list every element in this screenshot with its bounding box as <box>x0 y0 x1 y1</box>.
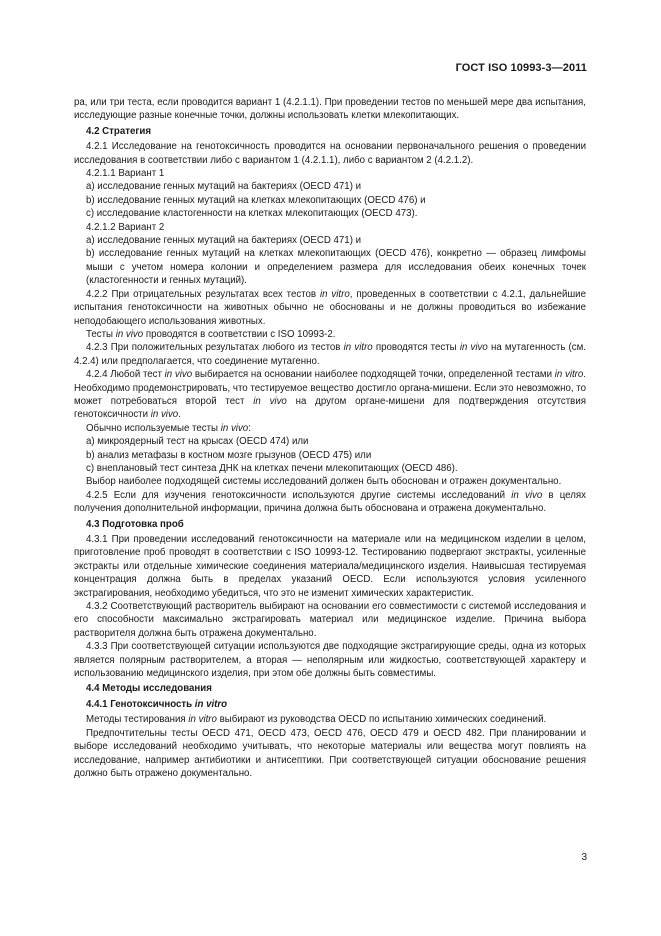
list-item: a) исследование генных мутаций на бактериях (OECD 471) и <box>86 181 362 193</box>
paragraph: 4.2.1 Исследование на генотоксичность проводится на основании первоначального решения о проведении исследования в соответствии либо с вариантом 1 (4.2.1.1), либо с вариантом 2 (4.2.1.2). <box>74 141 586 166</box>
paragraph: 4.2.5 Если для изучения генотоксичности используются другие системы исследований in vivo в целях получения дополнительной информации, причина должна быть обоснована и отражена документально. <box>74 489 586 515</box>
list-item: c) внеплановый тест синтеза ДНК на клетках печени млекопитающих (OECD 486). <box>86 462 458 474</box>
section-heading: 4.3 Подготовка проб <box>86 518 184 530</box>
paragraph: Обычно используемые тесты in vivo: <box>86 422 251 434</box>
list-item: b) анализ метафазы в костном мозге грызунов (OECD 475) или <box>86 449 372 461</box>
paragraph: 4.3.1 При проведении исследований генотоксичности на материале или на медицинском изделии в целом, приготовление проб проводят в соответствии с ISO 10993-12. Тестированию подвергают экстракты, усиленные экстракты или отдельные химические соединения материала/медицинского изделия. Наивысшая тестируемая концентрация должна быть в пределах указаний OECD. Если используются условия усиленного экстрагирования, необходимо убедиться, что это не изменит химических характеристик. <box>74 534 586 599</box>
paragraph: 4.2.3 При положительных результатах любого из тестов in vitro проводятся тесты in vivo на мутагенность (см. 4.2.4) или предполагается, что соединение мутагенно. <box>74 342 586 367</box>
paragraph: ра, или три теста, если проводится вариант 1 (4.2.1.1). При проведении тестов по меньшей мере два испытания, исследующие разные конечные точки, должны использовать клетки млекопитающих. <box>74 97 586 122</box>
paragraph: 4.2.2 При отрицательных результатах всех тестов in vitro, проведенных в соответствии с 4.2.1, дальнейшие испытания генотоксичности на животных обычно не обоснованы и не должны проводиться во избежание неподобающего использования животных. <box>74 288 586 327</box>
paragraph: 4.2.1.2 Вариант 2 <box>86 221 165 233</box>
paragraph: Тесты in vivo проводятся в соответствии с ISO 10993-2. <box>86 328 336 340</box>
section-heading: 4.2 Стратегия <box>86 125 151 137</box>
paragraph: 4.2.4 Любой тест in vivo выбирается на основании наиболее подходящей точки, определенной тестами in vitro. Необходимо продемонстрировать, что тестируемое вещество достигло органа-мишени. Если это невозможно, то может потребоваться второй тест in vivo на другом органе-мишени для подтверждения отсутствия генотоксичности in vivo. <box>74 369 586 421</box>
list-item: b) исследование генных мутаций на клетках млекопитающих (OECD 476) и <box>86 194 426 206</box>
list-item: a) микроядерный тест на крысах (OECD 474) или <box>86 436 309 448</box>
paragraph: Выбор наиболее подходящей системы исследований должен быть обоснован и отражен документально. <box>86 476 562 488</box>
paragraph: 4.2.1.1 Вариант 1 <box>86 168 165 180</box>
paragraph: 4.3.2 Соответствующий растворитель выбирают на основании его совместимости с системой исследования и его способности максимально экстрагировать материал или медицинское изделие. Причина выбора растворителя должна быть отражена документально. <box>74 601 586 639</box>
paragraph: 4.3.3 При соответствующей ситуации используются две подходящие экстрагирующие среды, одна из которых является полярным растворителем, а вторая — неполярным или жидкостью, соответствующей характеру и использованию медицинского изделия, при этом обе должны быть совместимы. <box>74 641 586 680</box>
list-item: b) исследование генных мутаций на клетках млекопитающих (OECD 476), конкретно — образец лимфомы мыши с учетом номера колонии и определением размера для исследования обеих конечных точек (кластогенности и генных мутаций). <box>86 248 586 287</box>
list-item: c) исследование кластогенности на клетках млекопитающих (OECD 473). <box>86 208 418 220</box>
paragraph: Предпочтительны тесты OECD 471, OECD 473, OECD 476, OECD 479 и OECD 482. При планировании и выборе исследований необходимо учитывать, что некоторые материалы или вещества могут повлиять на исследование, например антибиотики и антисептики. При соответствующей ситуации обоснование решения должно быть отражено документально. <box>74 727 586 779</box>
section-heading: 4.4.1 Генотоксичность in vitro <box>86 698 228 710</box>
page-number: 3 <box>581 852 587 863</box>
document-header: ГОСТ ISO 10993-3—2011 <box>455 62 587 74</box>
section-heading: 4.4 Методы исследования <box>86 683 212 695</box>
list-item: a) исследование генных мутаций на бактериях (OECD 471) и <box>86 235 362 247</box>
paragraph: Методы тестирования in vitro выбирают из руководства OECD по испытанию химических соединений. <box>86 714 547 726</box>
document-body <box>74 96 586 780</box>
